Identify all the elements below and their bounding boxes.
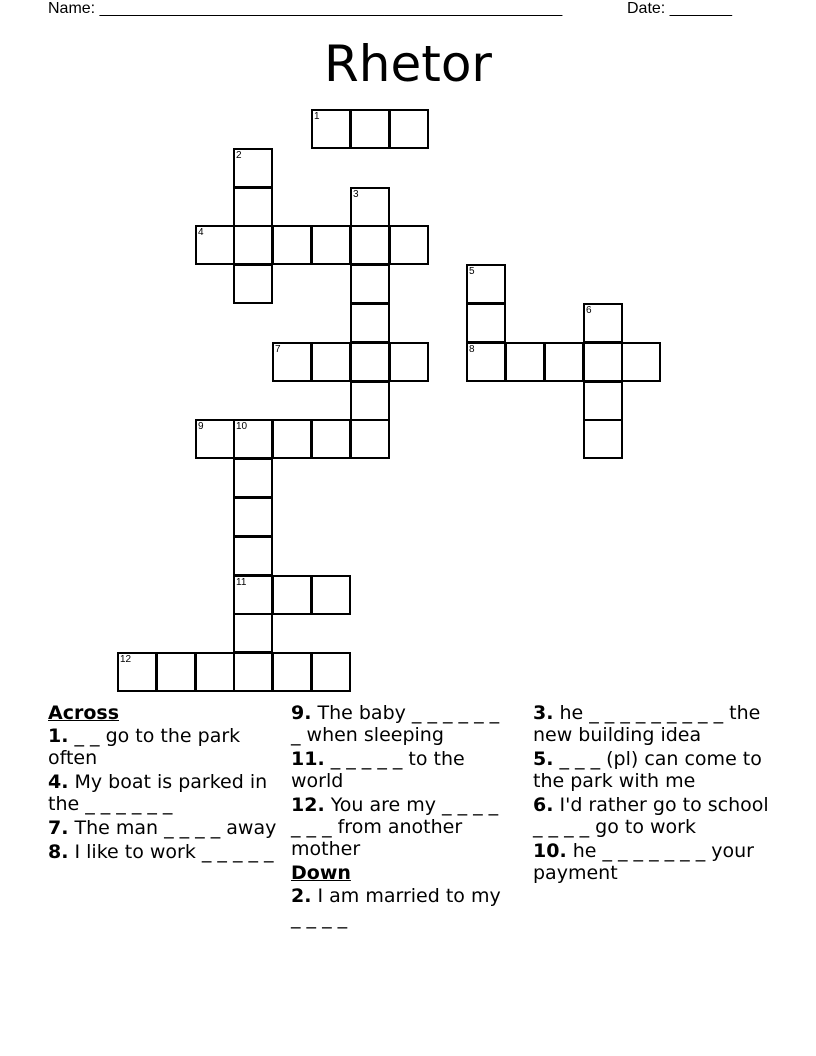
grid-cell[interactable] <box>583 303 623 343</box>
grid-cell[interactable] <box>311 109 351 149</box>
across-heading: Across <box>48 702 120 724</box>
cell-number: 2 <box>236 150 242 161</box>
grid-cell[interactable] <box>195 225 235 265</box>
cell-number: 11 <box>236 577 247 588</box>
grid-cell[interactable] <box>233 458 273 498</box>
clues-column-2 <box>291 702 513 931</box>
grid-cell[interactable] <box>350 109 390 149</box>
clues-column-1 <box>48 702 278 865</box>
grid-cell[interactable] <box>583 419 623 459</box>
clue-text: I'd rather go to school _ _ _ _ go to work <box>533 794 769 838</box>
grid-cell[interactable] <box>466 342 506 382</box>
clue-down-6 <box>533 794 773 838</box>
cell-number: 9 <box>198 421 204 432</box>
date-field[interactable]: Date: _______ <box>627 0 732 17</box>
clue-number: 7. <box>48 817 69 839</box>
grid-cell[interactable] <box>272 225 312 265</box>
grid-cell[interactable] <box>272 652 312 692</box>
name-field[interactable]: Name: ____________________________________________________ <box>48 0 563 17</box>
clue-number: 4. <box>48 771 69 793</box>
grid-cell[interactable] <box>156 652 196 692</box>
clues-column-3 <box>533 702 773 886</box>
grid-cell[interactable] <box>350 303 390 343</box>
clue-down-2 <box>291 885 513 929</box>
cell-number: 12 <box>120 654 132 665</box>
grid-cell[interactable] <box>233 613 273 653</box>
grid-cell[interactable] <box>466 264 506 304</box>
clue-down-3 <box>533 702 773 746</box>
clue-down-10 <box>533 840 773 884</box>
clue-text: he _ _ _ _ _ _ _ your payment <box>533 840 754 884</box>
grid-cell[interactable] <box>311 575 351 615</box>
clue-number: 12. <box>291 794 325 816</box>
clue-text: I like to work _ _ _ _ _ <box>68 841 274 863</box>
clue-across-9 <box>291 702 513 746</box>
grid-cell[interactable] <box>117 652 157 692</box>
clue-number: 2. <box>291 885 312 907</box>
cell-number: 3 <box>353 189 359 200</box>
grid-cell[interactable] <box>350 264 390 304</box>
clue-across-8 <box>48 841 278 863</box>
clue-number: 3. <box>533 702 554 724</box>
cell-number: 7 <box>275 344 281 355</box>
clue-text: he _ _ _ _ _ _ _ _ _ the new building idea <box>533 702 761 746</box>
grid-cell[interactable] <box>350 381 390 421</box>
grid-cell[interactable] <box>233 575 273 615</box>
clue-text: The man _ _ _ _ away <box>68 817 277 839</box>
clue-text: _ _ _ (pl) can come to the park with me <box>533 748 762 792</box>
grid-cell[interactable] <box>233 264 273 304</box>
grid-cell[interactable] <box>544 342 584 382</box>
clue-text: _ _ _ _ _ to the world <box>291 748 465 792</box>
down-heading: Down <box>291 862 351 884</box>
clue-number: 6. <box>533 794 554 816</box>
clue-number: 8. <box>48 841 69 863</box>
clue-across-7 <box>48 817 278 839</box>
clue-number: 5. <box>533 748 554 770</box>
cell-number: 8 <box>469 344 475 355</box>
cell-number: 6 <box>586 305 592 316</box>
clue-number: 9. <box>291 702 312 724</box>
clue-number: 10. <box>533 840 567 862</box>
cell-number: 10 <box>236 421 248 432</box>
grid-cell[interactable] <box>233 497 273 537</box>
cell-number: 1 <box>314 111 320 122</box>
clue-text: _ _ go to the park often <box>48 725 241 769</box>
grid-cell[interactable] <box>621 342 661 382</box>
grid-cell[interactable] <box>350 187 390 227</box>
clue-text: My boat is parked in the _ _ _ _ _ _ <box>48 771 268 815</box>
grid-cell[interactable] <box>311 419 351 459</box>
grid-cell[interactable] <box>272 419 312 459</box>
grid-cell[interactable] <box>272 575 312 615</box>
clue-text: I am married to my _ _ _ _ <box>291 885 501 929</box>
grid-cell[interactable] <box>350 419 390 459</box>
clue-across-11 <box>291 748 513 792</box>
grid-cell[interactable] <box>505 342 545 382</box>
grid-cell[interactable] <box>389 225 429 265</box>
grid-cell[interactable] <box>233 652 273 692</box>
clue-across-4 <box>48 771 278 815</box>
cell-number: 5 <box>469 266 475 277</box>
grid-cell[interactable] <box>389 342 429 382</box>
grid-cell[interactable] <box>311 342 351 382</box>
grid-cell[interactable] <box>311 652 351 692</box>
grid-cell[interactable] <box>389 109 429 149</box>
grid-cell[interactable] <box>272 342 312 382</box>
grid-cell[interactable] <box>195 419 235 459</box>
clue-number: 1. <box>48 725 69 747</box>
grid-cell[interactable] <box>311 225 351 265</box>
grid-cell[interactable] <box>195 652 235 692</box>
grid-cell[interactable] <box>233 187 273 227</box>
clue-across-1 <box>48 725 278 769</box>
clue-across-12 <box>291 794 513 860</box>
grid-cell[interactable] <box>350 342 390 382</box>
clue-down-5 <box>533 748 773 792</box>
cell-number: 4 <box>198 227 204 238</box>
clue-text: The baby _ _ _ _ _ _ _ when sleeping <box>291 702 500 746</box>
grid-cell[interactable] <box>233 536 273 576</box>
puzzle-title: Rhetor <box>324 35 492 93</box>
clue-text: You are my _ _ _ _ _ _ _ from another mother <box>291 794 499 860</box>
grid-cell[interactable] <box>583 381 623 421</box>
grid-cell[interactable] <box>350 225 390 265</box>
grid-cell[interactable] <box>466 303 506 343</box>
grid-cell[interactable] <box>233 225 273 265</box>
grid-cell[interactable] <box>233 148 273 188</box>
grid-cell[interactable] <box>233 419 273 459</box>
grid-cell[interactable] <box>583 342 623 382</box>
clue-number: 11. <box>291 748 325 770</box>
